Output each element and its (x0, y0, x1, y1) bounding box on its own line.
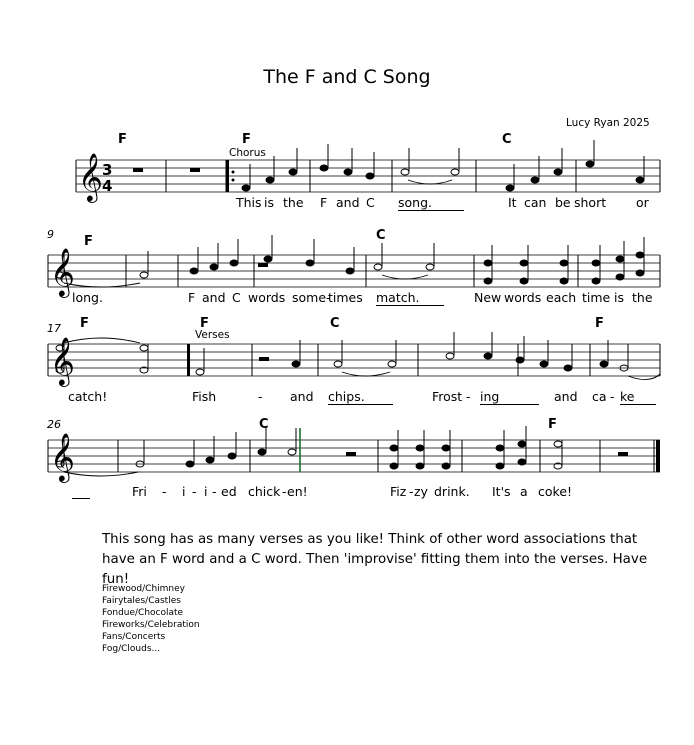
lyric-syllable: - (610, 389, 615, 404)
lyric-syllable: words (248, 290, 286, 305)
lyric-syllable: is (264, 195, 274, 210)
composer-credit: Lucy Ryan 2025 (566, 117, 650, 129)
lyric-syllable: C (232, 290, 241, 305)
rests (133, 168, 628, 456)
lyric-syllable: It (508, 195, 517, 210)
lyric-syllable: - (466, 389, 471, 404)
double-bar (187, 344, 190, 376)
lyric-syllable: song. (398, 195, 464, 211)
lyric-syllable: be (555, 195, 571, 210)
song-title: The F and C Song (263, 66, 431, 88)
lyric-syllable: some- (292, 290, 331, 305)
lyric-syllable: and (290, 389, 314, 404)
lyric-syllable: ke (620, 389, 656, 405)
lyric-syllable: match. (376, 290, 444, 306)
lyric-syllable: coke! (538, 484, 573, 499)
svg-text:𝄞: 𝄞 (50, 432, 75, 481)
lyric-syllable: - (409, 484, 414, 499)
lyric-syllable: i (182, 484, 186, 499)
lyric-syllable: words (504, 290, 542, 305)
lyric-syllable: - (258, 389, 263, 404)
svg-text:𝄞: 𝄞 (78, 152, 103, 201)
chord-symbol: F (595, 316, 604, 331)
lyric-syllable: drink. (434, 484, 470, 499)
lyric-syllable: a (520, 484, 528, 499)
list-item: Firewood/Chimney (102, 584, 186, 594)
chord-symbol: F (200, 316, 209, 331)
lyric-syllable: F (320, 195, 328, 210)
chord-symbol: F (548, 417, 557, 432)
lyric-syllable: chips. (328, 389, 393, 405)
melisma-line (72, 498, 90, 499)
lyric-syllable: the (632, 290, 653, 305)
lyric-syllable: Fiz (390, 484, 407, 499)
time-signature (102, 161, 112, 195)
list-item: Fondue/Chocolate (102, 608, 184, 618)
lyric-syllable: and (202, 290, 226, 305)
lyric-syllable: times (328, 290, 363, 305)
lyric-syllable: - (192, 484, 197, 499)
lyric-syllable: - (162, 484, 167, 499)
lyric-syllable: ing (480, 389, 539, 405)
final-bar (656, 440, 660, 472)
treble-clefs (50, 152, 103, 483)
chord-symbol: F (118, 132, 127, 147)
lyric-syllable: ed (221, 484, 237, 499)
lyric-syllable: can (524, 195, 547, 210)
chord-symbol: C (330, 316, 340, 331)
lyric-syllable: Frost (432, 389, 463, 404)
lyric-syllable: Fri (132, 484, 147, 499)
lyric-syllable: New (474, 290, 502, 305)
lyric-syllable: each (546, 290, 577, 305)
list-item: Fans/Concerts (102, 632, 166, 642)
chord-symbol: F (84, 234, 93, 249)
instructions-text: This song has as many verses as you like! Think of other word associations that have an F word and a C word. Then 'improvise' fitting them into the verses. Have fun! (102, 532, 648, 587)
chord-symbol: C (259, 417, 269, 432)
word-associations-list (102, 583, 200, 655)
lyric-syllable: catch! (68, 389, 108, 404)
lyric-syllable: i (204, 484, 208, 499)
measure-number: 17 (47, 322, 61, 335)
chord-symbol: F (242, 132, 251, 147)
svg-text:𝄞: 𝄞 (50, 336, 75, 385)
measure-number: 9 (47, 228, 54, 241)
chord-symbol: C (376, 228, 386, 243)
lyric-syllable: time (582, 290, 611, 305)
chord-symbol: F (80, 316, 89, 331)
lyric-syllable: and (336, 195, 360, 210)
lyric-syllable: en! (287, 484, 308, 499)
lyric-syllable: Fish (192, 389, 217, 404)
list-item: Fireworks/Celebration (102, 620, 200, 630)
lyric-syllable: It's (492, 484, 511, 499)
lyric-syllable: - (212, 484, 217, 499)
lyric-syllable: chick (248, 484, 281, 499)
lyric-syllable: or (636, 195, 649, 210)
lyric-syllable: is (614, 290, 624, 305)
svg-text:3: 3 (102, 161, 113, 179)
svg-text:𝄞: 𝄞 (50, 247, 75, 296)
measure-number: 26 (47, 418, 61, 431)
lyric-syllable: F (188, 290, 196, 305)
repeat-bar (226, 160, 229, 192)
lyric-syllable: This (236, 195, 262, 210)
chorus-marker: Chorus (229, 147, 266, 159)
verses-marker: Verses (195, 329, 230, 341)
lyric-syllable: short (574, 195, 607, 210)
lyric-syllable: ca (592, 389, 607, 404)
lyric-syllable: the (283, 195, 304, 210)
lyric-syllable: C (366, 195, 375, 210)
svg-text:4: 4 (102, 177, 113, 195)
list-item: Fog/Clouds... (102, 644, 161, 654)
list-item: Fairytales/Castles (102, 596, 181, 606)
lyric-syllable: long. (72, 290, 103, 305)
chord-symbol: C (502, 132, 512, 147)
ties (64, 180, 660, 476)
lyric-syllable: zy (414, 484, 428, 499)
lyric-syllable: - (282, 484, 287, 499)
lyric-syllable: and (554, 389, 578, 404)
